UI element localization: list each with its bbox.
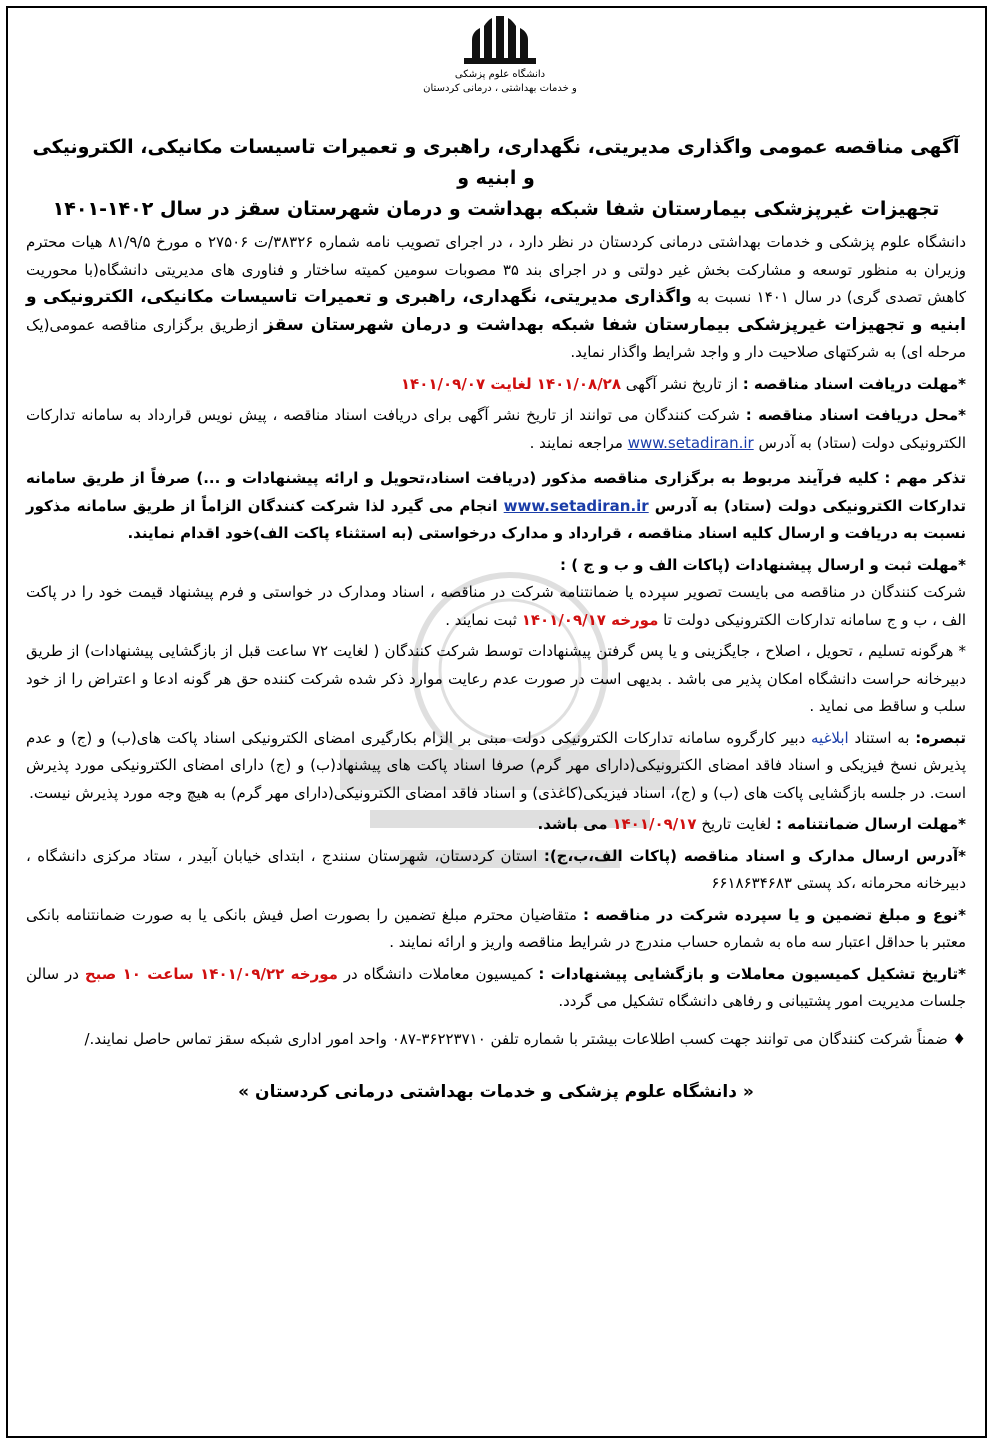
deadline-receive-dates: ۱۴۰۱/۰۸/۲۸ لغایت ۱۴۰۱/۰۹/۰۷	[400, 374, 621, 393]
tabsareh-paragraph: تبصره: به استناد ابلاغیه دبیر کارگروه سامانه تدارکات الکترونیکی دولت مبنی بر الزام بکارگیری امضای الکترونیکی اسناد پاکت های(ب) و (ج) و عدم پذیرش نسخ فیزیکی و اسناد فاقد امضای الکترونیکی(دارای مهر گرم) صرفا اسناد پاکت های پیشنهاد(ب) و (ج) دارای امضای الکترونیکی مورد پذیرش است. در جلسه بازگشایی پاکت های (ب) و (ج)، اسناد فیزیکی(کاغذی) و اسناد فاقد امضای الکترونیکی(دارای مهر گرم) به هیچ وجه مورد پذیرش نیست.	[26, 728, 966, 802]
university-subtitle: و خدمات بهداشتی ، درمانی کردستان	[423, 83, 577, 94]
contact-paragraph: ♦ ضمناً شرکت کنندگان می توانند جهت کسب اطلاعات بیشتر با شماره تلفن ۳۶۲۲۳۷۱۰-۰۸۷ واحد امور اداری شبکه سقز تماس حاصل نمایند./	[84, 1029, 966, 1048]
commission-paragraph: *تاریخ تشکیل کمیسیون معاملات و بازگشایی پیشنهادات : کمیسیون معاملات دانشگاه در مورخه ۱۴۰۱/۰۹/۲۲ ساعت ۱۰ صبح در سالن جلسات مدیریت امور پشتیبانی و رفاهی دانشگاه تشکیل می گردد.	[26, 964, 966, 1010]
intro-paragraph: دانشگاه علوم پزشکی و خدمات بهداشتی درمانی کردستان در نظر دارد ، در اجرای تصویب نامه شماره ۳۸۳۲۶/ت ۲۷۵۰۶ ه مورخ ۸۱/۹/۵ هیات محترم وزیران به منظور توسعه و مشارکت بخش غیر دولتی و در اجرای بند ۳۵ مصوبات سومین کمیته ساختار و فناوری های مدیریتی دانشگاه(با محوریت کاهش تصدی گری) در سال ۱۴۰۱ نسبت به واگذاری مدیریتی، نگهداری، راهبری و تعمیرات تاسیسات مکانیکی، الکترونیکی و ابنیه و تجهیزات غیرپزشکی بیمارستان شفا شبکه بهداشت و درمان شهرستان سقز ازطریق برگزاری مناقصه عمومی(یک مرحله ای) به شرکتهای صلاحیت دار و واجد شرایط واگذار نماید.	[26, 233, 967, 361]
commission-date: مورخه ۱۴۰۱/۰۹/۲۲ ساعت ۱۰ صبح	[84, 964, 338, 983]
university-name: دانشگاه علوم پزشکی	[454, 69, 546, 80]
guarantee-type-paragraph: *نوع و مبلغ تضمین و یا سپرده شرکت در مناقصه : متقاضیان محترم مبلغ تضمین را بصورت اصل فیش بانکی یا به صورت ضمانتنامه بانکی معتبر با حداقل اعتبار سه ماه به شماره حساب مندرج در شرایط مناقصه واریز و ارائه نمایند .	[26, 905, 966, 951]
announcement-body	[26, 132, 966, 1107]
university-logo-icon	[460, 14, 540, 66]
header	[400, 14, 600, 96]
title-line-2: تجهیزات غیرپزشکی بیمارستان شفا شبکه بهداشت و درمان شهرستان سقز در سال ۱۴۰۲-۱۴۰۱	[52, 198, 940, 220]
submit-deadline: *مهلت ثبت و ارسال پیشنهادات (پاکات الف و ب و ج ) : شرکت کنندگان در مناقصه می بایست تصویر سپرده یا ضمانتنامه شرکت در مناقصه ، اسناد ومدارک در خواستی و فرم پیشنهاد قیمت خود را در پاکت الف ، ب و ج سامانه تدارکات الکترونیکی دولت تا مورخه ۱۴۰۱/۰۹/۱۷ ثبت نمایند .	[26, 555, 966, 629]
footer-signature: « دانشگاه علوم پزشکی و خدمات بهداشتی درمانی کردستان »	[238, 1082, 754, 1102]
title-line-1: آگهی مناقصه عمومی واگذاری مدیریتی، نگهداری، راهبری و تعمیرات تاسیسات مکانیکی، الکترونیکی و ابنیه و	[32, 136, 960, 189]
setad-link-2[interactable]: www.setadiran.ir	[503, 496, 649, 515]
deadline-receive: *مهلت دریافت اسناد مناقصه : از تاریخ نشر آگهی ۱۴۰۱/۰۸/۲۸ لغایت ۱۴۰۱/۰۹/۰۷	[400, 374, 966, 393]
submit-date: مورخه ۱۴۰۱/۰۹/۱۷	[521, 610, 659, 629]
address-paragraph: *آدرس ارسال مدارک و اسناد مناقصه (پاکات الف،ب،ج): استان کردستان، شهرستان سنندج ، ابتدای خیابان آبیدر ، ستاد مرکزی دانشگاه ، دبیرخانه محرمانه ،کد پستی ۶۶۱۸۶۳۴۶۸۳	[26, 846, 966, 892]
place-receive: *محل دریافت اسناد مناقصه : شرکت کنندگان می توانند از تاریخ نشر آگهی برای دریافت اسناد مناقصه ، پیش نویس قرارداد به سامانه تدارکات الکترونیکی دولت (ستاد) به آدرس www.setadiran.ir مراجعه نمایند .	[26, 406, 966, 452]
setad-link[interactable]: www.setadiran.ir	[627, 433, 754, 452]
guarantee-date: ۱۴۰۱/۰۹/۱۷	[612, 815, 697, 833]
important-note: تذکر مهم : کلیه فرآیند مربوط به برگزاری مناقصه مذکور (دریافت اسناد،تحویل و ارائه پیشنهادات و ...) صرفاً از طریق سامانه تدارکات الکترونیکی دولت (ستاد) به آدرس www.setadiran.ir انجام می گیرد لذا شرکت کنندگان الزاماً از طریق سامانه مذکور نسبت به دریافت و ارسال کلیه اسناد مناقصه ، قرارداد و مدارک درخواستی (به استثناء پاکت الف)خود اقدام نمایند.	[26, 469, 966, 542]
eblaghieh-link[interactable]: ابلاغیه	[811, 728, 849, 747]
notice-paragraph: * هرگونه تسلیم ، تحویل ، اصلاح ، جایگزینی و یا پس گرفتن پیشنهادات توسط شرکت کنندگان ( لغایت ۷۲ ساعت قبل از بازگشایی پیشنهادات) از طریق دبیرخانه حراست دانشگاه امکان پذیر می باشد . بدیهی است در صورت عدم رعایت موارد ذکر شده شرکت کننده حق هر گونه ادعا و اعتراض را از خود سلب و ساقط می نماید .	[26, 642, 966, 715]
intro-subject: واگذاری مدیریتی، نگهداری، راهبری و تعمیرات تاسیسات مکانیکی، الکترونیکی و ابنیه و تجهیزات غیرپزشکی بیمارستان شفا شبکه بهداشت و درمان شهرستان سقز	[26, 287, 966, 335]
guarantee-deadline: *مهلت ارسال ضمانتنامه : لغایت تاریخ ۱۴۰۱/۰۹/۱۷ می باشد.	[537, 815, 966, 833]
